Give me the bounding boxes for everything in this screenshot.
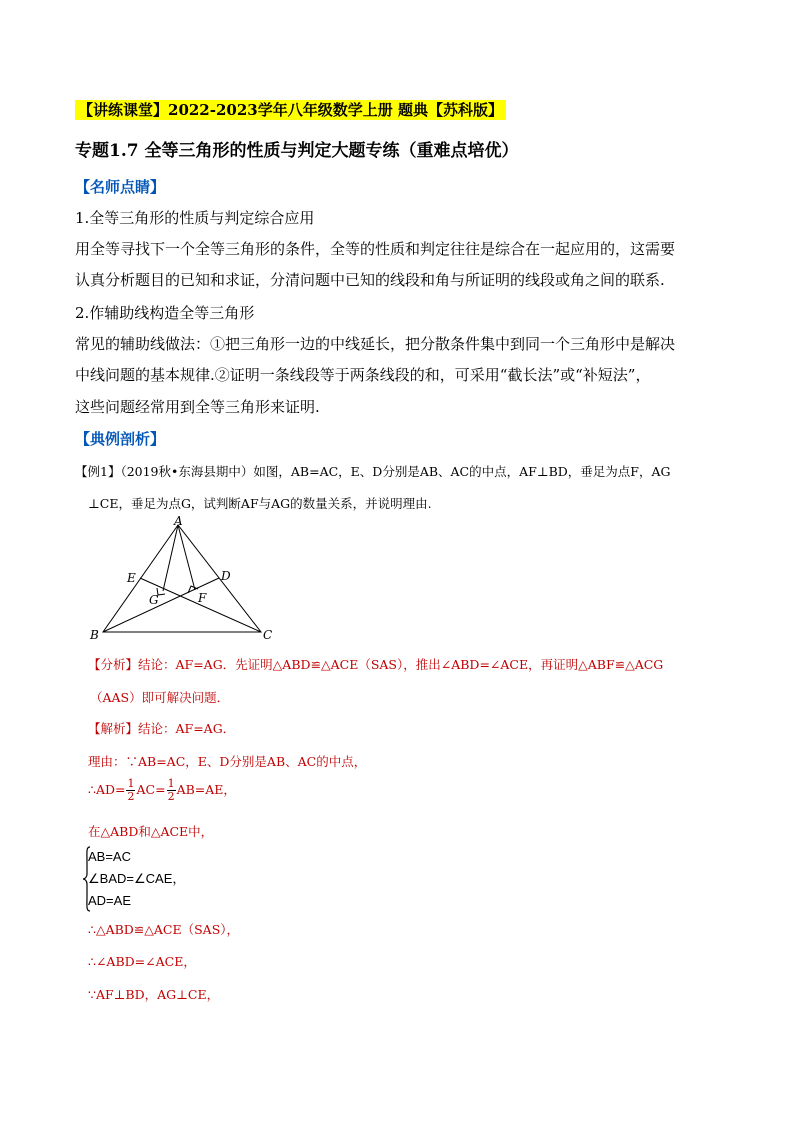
segment-af [178, 525, 195, 590]
header-banner: 【讲练课堂】2022-2023学年八年级数学上册 题典【苏科版】 [75, 100, 506, 120]
tip1-line1: 用全等寻找下一个全等三角形的条件，全等的性质和判定往往是综合在一起应用的，这需要 [75, 240, 676, 258]
solution-line3 [88, 778, 236, 803]
tip1-line2: 认真分析题目的已知和求证，分清问题中已知的线段和角与所证明的线段或角之间的联系. [75, 271, 665, 289]
label-c: C [263, 628, 273, 642]
fraction-num-2: 1 [167, 777, 175, 790]
tip2-line2: 中线问题的基本规律.②证明一条线段等于两条线段的和，可采用“截长法”或“补短法”， [75, 366, 651, 384]
tip2-line1: 常见的辅助线做法：①把三角形一边的中线延长，把分散条件集中到同一个三角形中是解决 [75, 335, 676, 353]
system-eq-1: AB=AC [88, 849, 131, 864]
tip2-line3: 这些问题经常用到全等三角形来证明. [75, 398, 320, 416]
solution-line2: 理由：∵AB=AC，E、D分别是AB、AC的中点， [88, 754, 367, 769]
teacher-tips-heading: 【名师点睛】 [75, 178, 166, 196]
triangle-figure [85, 515, 285, 645]
fraction-num: 1 [127, 777, 135, 790]
page-title: 专题1.7 全等三角形的性质与判定大题专练（重难点培优） [75, 141, 519, 161]
fraction-den: 2 [127, 790, 135, 803]
solution-line3-b: AC= [136, 782, 166, 797]
system-eq-2: ∠BAD=∠CAE， [88, 871, 186, 886]
system-eq-3: AD=AE [88, 893, 131, 908]
analysis-line1: 【分析】结论：AF=AG．先证明△ABD≌△ACE（SAS），推出∠ABD=∠ACE，再证明△ABF≌△ACG [88, 657, 664, 672]
label-b: B [90, 628, 99, 642]
example1-line2: ⊥CE，垂足为点G，试判断AF与AG的数量关系，并说明理由. [88, 496, 432, 511]
label-g: G [149, 593, 159, 607]
solution-line5: ∴△ABD≌△ACE（SAS）， [88, 922, 240, 937]
label-a: A [174, 515, 183, 528]
label-d: D [221, 569, 231, 583]
fraction-den-2: 2 [167, 790, 175, 803]
solution-line6: ∴∠ABD=∠ACE， [88, 954, 196, 969]
examples-heading: 【典例剖析】 [75, 430, 166, 448]
analysis-line2: （AAS）即可解决问题． [90, 690, 230, 705]
tip1-title: 1.全等三角形的性质与判定综合应用 [75, 209, 315, 227]
solution-line1: 【解析】结论：AF=AG． [88, 721, 236, 736]
tip2-title: 2.作辅助线构造全等三角形 [75, 304, 255, 322]
fraction-half-1 [126, 778, 135, 803]
solution-line4: 在△ABD和△ACE中， [88, 824, 214, 839]
fraction-half-2 [167, 778, 176, 803]
solution-line3-c: AB=AE， [176, 782, 236, 797]
equation-system [88, 846, 185, 912]
solution-line7: ∵AF⊥BD，AG⊥CE， [88, 987, 220, 1002]
solution-line3-a: ∴AD= [88, 782, 126, 797]
label-f: F [198, 591, 207, 605]
example1-line1: 【例1】（2019秋•东海县期中）如图，AB=AC，E、D分别是AB、AC的中点，AF⊥BD，垂足为点F，AG [75, 464, 671, 479]
label-e: E [127, 571, 136, 585]
